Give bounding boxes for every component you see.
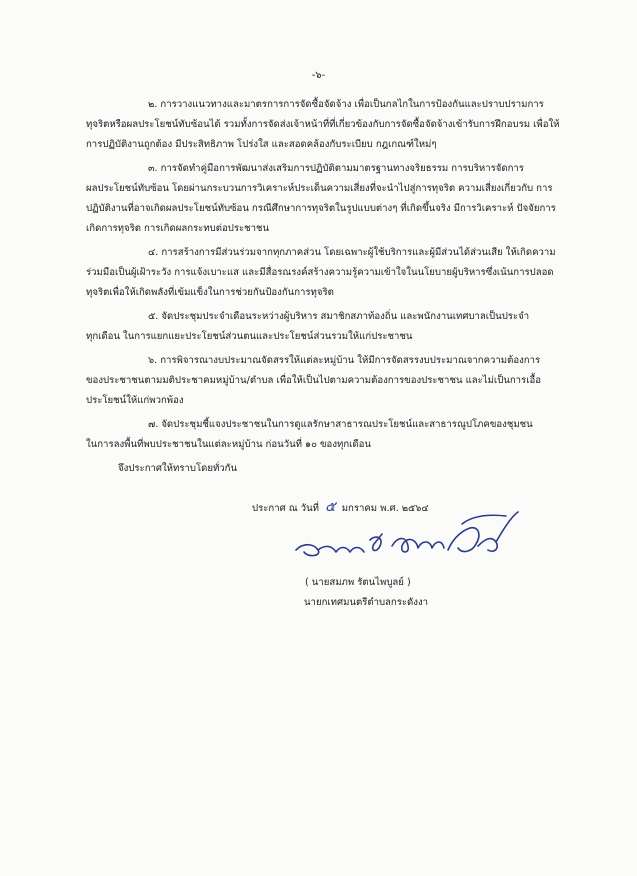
paragraph-line: ๓. การจัดทำคู่มือการพัฒนาส่งเสริมการปฏิบัติตามมาตรฐานทางจริยธรรม การบริหารจัดการ <box>148 163 524 174</box>
paragraph-ethics-manual <box>86 159 592 239</box>
signature-stroke <box>370 534 382 550</box>
paragraph-line: ทุจริตเพื่อให้เกิดพลังที่เข้มแข็งในการช่วยกันป้องกันการทุจริต <box>86 287 334 298</box>
paragraph-line: การปฏิบัติงานถูกต้อง มีประสิทธิภาพ โปร่งใส และสอดคล้องกับระเบียบ กฎเกณฑ์ใหม่ๆ <box>86 139 437 150</box>
paragraph-monthly-meeting <box>86 307 592 347</box>
paragraph-line: ๕. จัดประชุมประจำเดือนระหว่างผู้บริหาร สมาชิกสภาท้องถิ่น และพนักงานเทศบาลเป็นประจำ <box>148 311 530 322</box>
given-month-year: มกราคม พ.ศ. ๒๕๖๔ <box>341 503 429 514</box>
paragraph-budget <box>86 351 592 411</box>
signature-stroke <box>392 539 444 553</box>
signer-name: ( นายสมภพ รัตนไพบูลย์ ) <box>305 577 411 588</box>
paragraph-line: ในการลงพื้นที่พบประชาชนในแต่ละหมู่บ้าน ก่อนวันที่ ๑๐ ของทุกเดือน <box>86 439 371 450</box>
paragraph-line: ๗. จัดประชุมชี้แจงประชาชนในการดูแลรักษาสาธารณประโยชน์และสาธารณูปโภคของชุมชน <box>148 419 533 430</box>
given-prefix: ประกาศ ณ วันที่ <box>252 503 319 514</box>
signature-image <box>292 506 524 562</box>
paragraph-line: ทุจริตหรือผลประโยชน์ทับซ้อนได้ รวมทั้งการจัดส่งเจ้าหน้าที่ที่เกี่ยวข้องกับการจัดซื้อจัดจ้างเข้ารับการฝึกอบรม เพื่อให้ <box>86 119 560 130</box>
paragraph-line: ผลประโยชน์ทับซ้อน โดยผ่านกระบวนการวิเคราะห์ประเด็นความเสี่ยงที่จะนำไปสู่การทุจริต ความเสี่ยงเกี่ยวกับ การ <box>86 183 553 194</box>
paragraph-line: ปฏิบัติงานที่อาจเกิดผลประโยชน์ทับซ้อน กรณีศึกษาการทุจริตในรูปแบบต่างๆ ที่เกิดขึ้นจริง มีการวิเคราะห์ ปัจจัยการ <box>86 203 556 214</box>
paragraph-line: เกิดการทุจริต การเกิดผลกระทบต่อประชาชน <box>86 223 270 234</box>
paragraph-public-briefing <box>86 415 592 455</box>
paragraph-line: ๖. การพิจารณางบประมาณจัดสรรให้แต่ละหมู่บ้าน ให้มีการจัดสรรงบประมาณจากความต้องการ <box>148 355 541 366</box>
paragraph-participation <box>86 243 592 303</box>
signature-stroke <box>448 528 479 552</box>
page-number: -๖- <box>311 70 326 81</box>
paragraph-line: ของประชาชนตามมติประชาคมหมู่บ้าน/ตำบล เพื่อให้เป็นไปตามความต้องการของประชาชน และไม่เป็นการเอื้อ <box>86 375 542 386</box>
signature-stroke <box>296 545 364 556</box>
signer-title: นายกเทศมนตรีตำบลกระดังงา <box>304 597 429 608</box>
paragraph-line: ๔. การสร้างการมีส่วนร่วมจากทุกภาคส่วน โดยเฉพาะผู้ใช้บริการและผู้มีส่วนได้ส่วนเสีย ให้เกิดความ <box>148 247 556 258</box>
paragraph-line: ร่วมมือเป็นผู้เฝ้าระวัง การแจ้งเบาะแส และมีสื่อรณรงค์สร้างความรู้ความเข้าใจในนโยบายผู้บริหารซึ่งเน้นการปลอด <box>86 267 554 278</box>
signature-stroke <box>478 512 518 551</box>
signature-stroke <box>462 515 506 524</box>
paragraph-line: ๒. การวางแนวทางและมาตรการการจัดซื้อจัดจ้าง เพื่อเป็นกลไกในการป้องกันและปราบปรามการ <box>148 99 544 110</box>
announcement: จึงประกาศให้ทราบโดยทั่วกัน <box>118 463 238 474</box>
paragraph-line: ทุกเดือน ในการแยกแยะประโยชน์ส่วนตนและประโยชน์ส่วนรวมให้แก่ประชาชน <box>86 331 413 342</box>
paragraph-line: ประโยชน์ให้แก่พวกพ้อง <box>86 395 184 406</box>
paragraph-procurement <box>86 95 592 155</box>
given-day-handwritten: ๕ <box>325 499 336 515</box>
document-body <box>86 95 592 459</box>
